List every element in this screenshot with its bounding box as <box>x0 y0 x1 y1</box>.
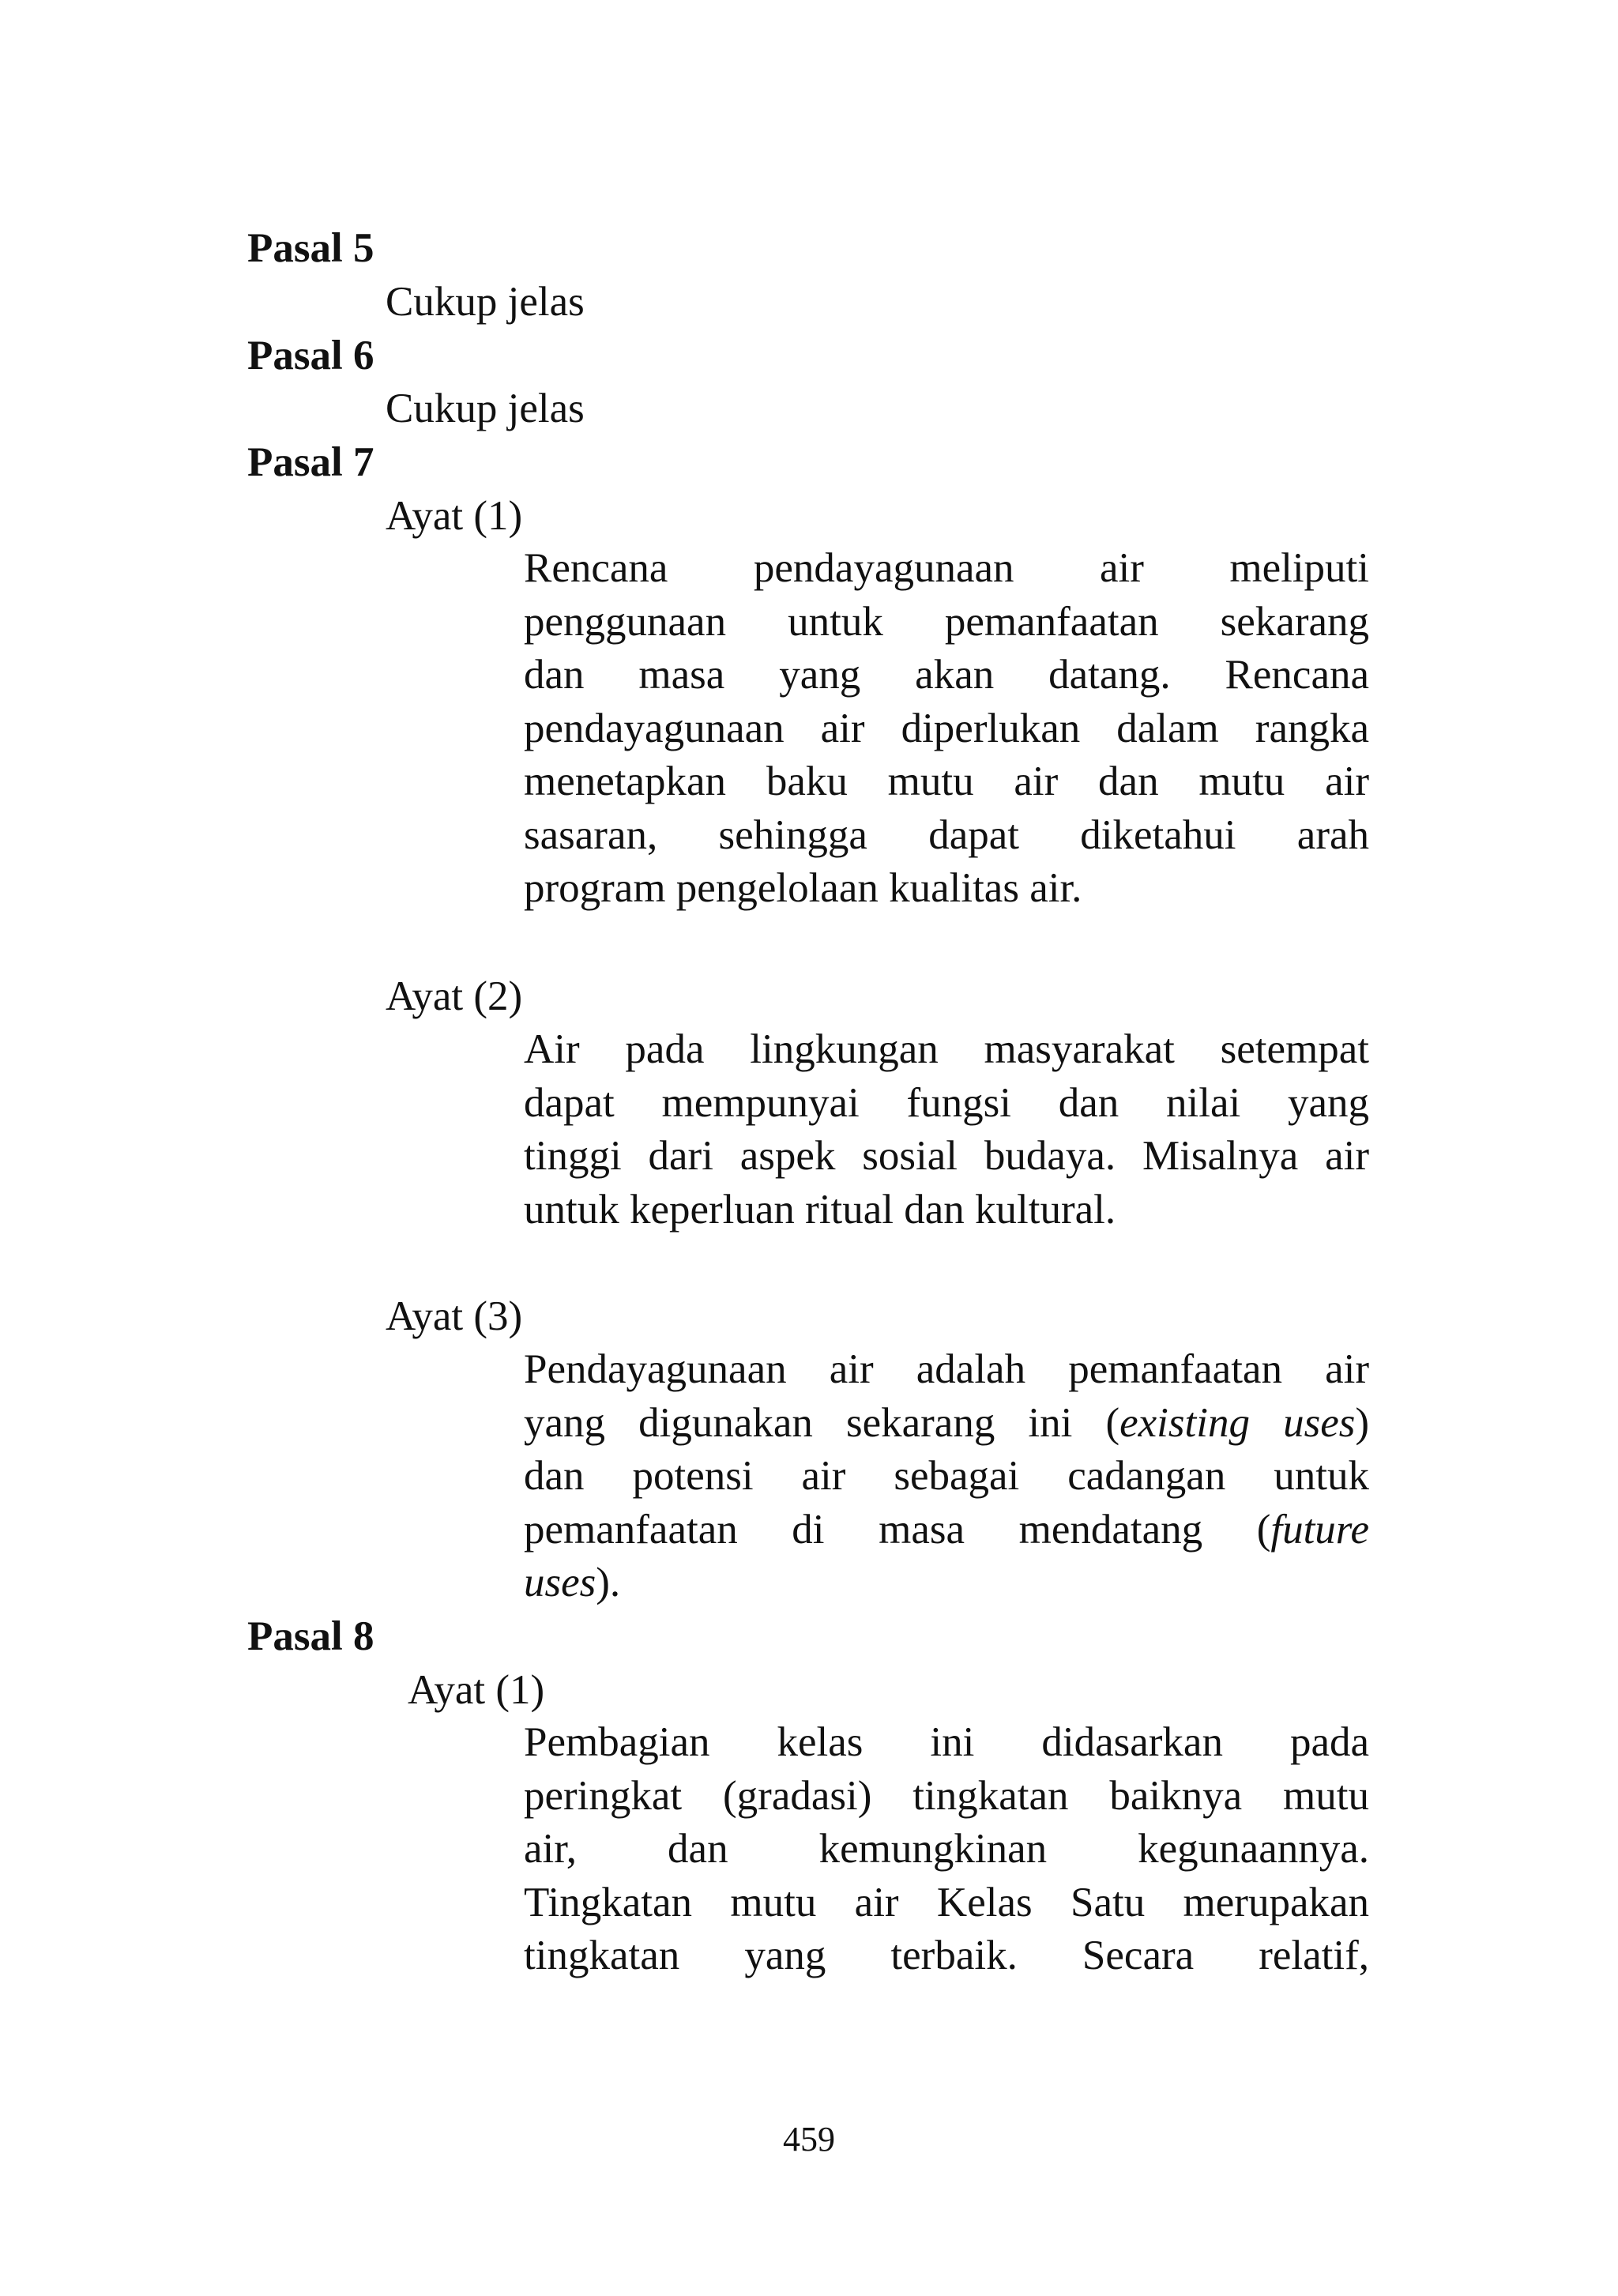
italic-term: uses <box>524 1560 596 1605</box>
text-span: pemanfaatan di masa mendatang ( <box>524 1506 1271 1553</box>
text-line: untuk keperluan ritual dan kultural. <box>524 1186 1116 1233</box>
pasal-5-body: Cukup jelas <box>386 279 585 325</box>
pasal-7-ayat-2-text <box>524 1023 1369 1236</box>
pasal-5-heading: Pasal 5 <box>247 225 374 271</box>
text-line: dan potensi air sebagai cadangan untuk <box>524 1453 1369 1499</box>
text-line: tingkatan yang terbaik. Secara relatif, <box>524 1933 1369 1978</box>
text-line: peringkat (gradasi) tingkatan baiknya mutu <box>524 1772 1369 1819</box>
text-span: ). <box>596 1560 621 1605</box>
text-line: sasaran, sehingga dapat diketahui arah <box>524 811 1369 858</box>
pasal-8-ayat-1-text <box>524 1716 1369 1983</box>
text-line <box>524 1397 1369 1451</box>
text-line: tinggi dari aspek sosial budaya. Misalnya air <box>524 1133 1369 1179</box>
text-line: Rencana pendayagunaan air meliputi <box>524 545 1369 591</box>
text-span: yang digunakan sekarang ini ( <box>524 1399 1120 1446</box>
pasal-7-ayat-1-text <box>524 542 1369 916</box>
text-line: Tingkatan mutu air Kelas Satu merupakan <box>524 1879 1369 1925</box>
text-line: Pembagian kelas ini didasarkan pada <box>524 1719 1369 1765</box>
text-line: program pengelolaan kualitas air. <box>524 865 1082 911</box>
text-line: air, dan kemungkinan kegunaannya. <box>524 1826 1369 1872</box>
pasal-8-ayat-1-label: Ayat (1) <box>408 1667 545 1713</box>
italic-term: existing uses <box>1119 1399 1356 1446</box>
pasal-7-heading: Pasal 7 <box>247 439 374 485</box>
page-number: 459 <box>783 2120 835 2159</box>
pasal-7-ayat-2-label: Ayat (2) <box>386 973 523 1019</box>
italic-term: future <box>1270 1506 1369 1553</box>
text-line: Pendayagunaan air adalah pemanfaatan air <box>524 1346 1369 1392</box>
pasal-6-body: Cukup jelas <box>386 386 585 431</box>
text-line: dapat mempunyai fungsi dan nilai yang <box>524 1079 1369 1126</box>
pasal-7-ayat-1-label: Ayat (1) <box>386 493 523 539</box>
pasal-7-ayat-3-text <box>524 1343 1369 1610</box>
text-line: Air pada lingkungan masyarakat setempat <box>524 1026 1369 1072</box>
text-line: dan masa yang akan datang. Rencana <box>524 652 1369 698</box>
text-line: pendayagunaan air diperlukan dalam rangka <box>524 705 1369 751</box>
text-line: penggunaan untuk pemanfaatan sekarang <box>524 598 1369 645</box>
text-line <box>524 1556 1369 1610</box>
text-span: ) <box>1355 1399 1369 1446</box>
pasal-8-heading: Pasal 8 <box>247 1613 374 1659</box>
pasal-6-heading: Pasal 6 <box>247 333 374 378</box>
text-line <box>524 1504 1369 1557</box>
pasal-7-ayat-3-label: Ayat (3) <box>386 1293 523 1339</box>
text-line: menetapkan baku mutu air dan mutu air <box>524 758 1369 804</box>
